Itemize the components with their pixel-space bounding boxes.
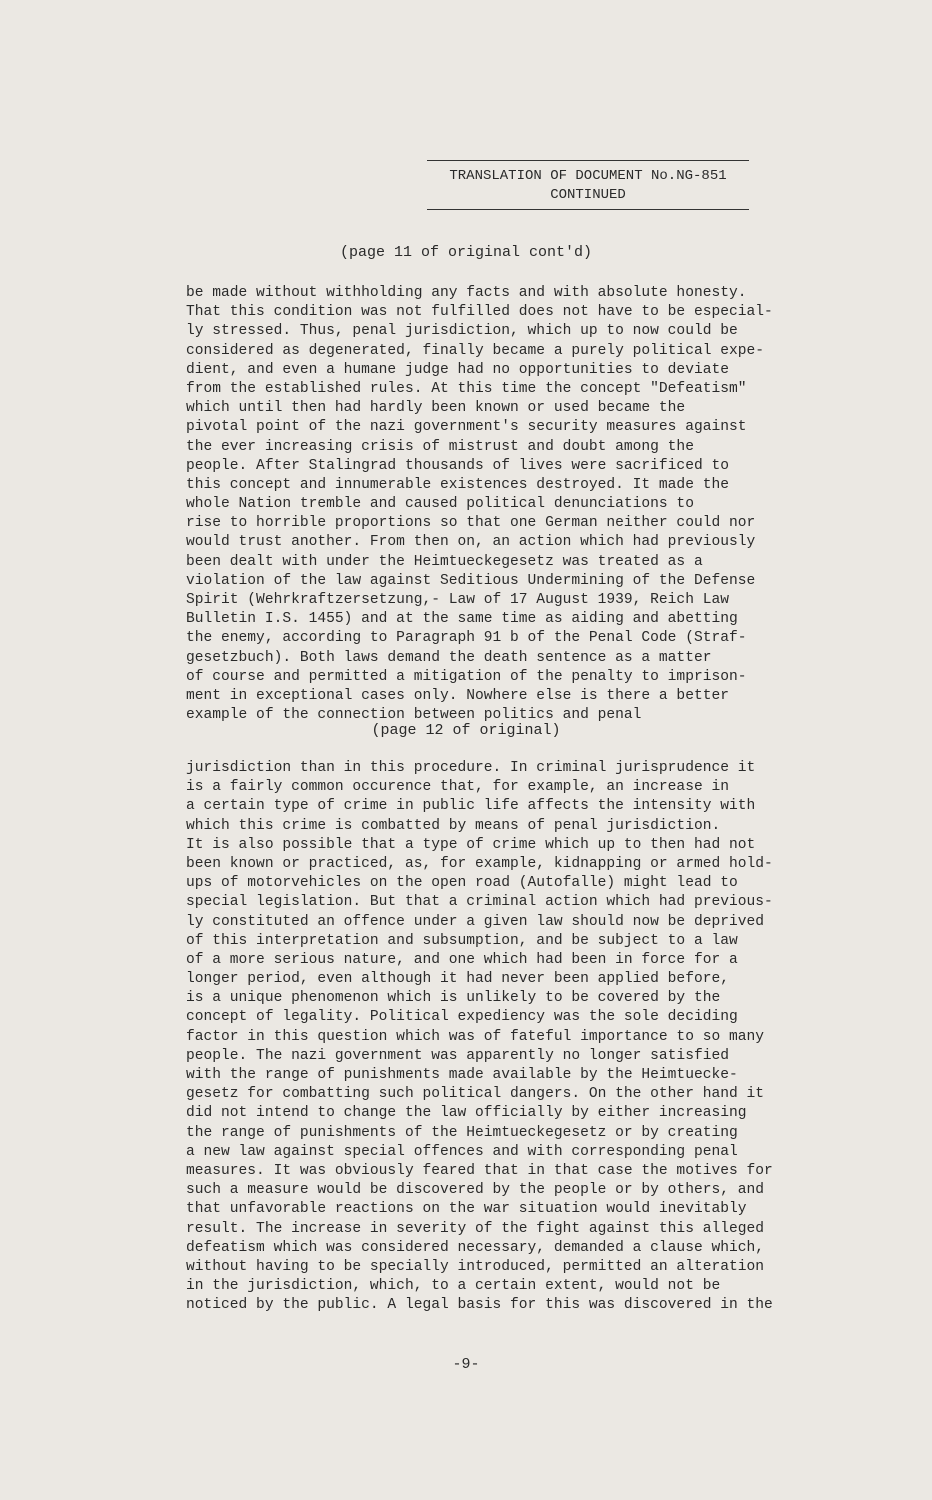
text-line: rise to horrible proportions so that one German neither could nor [186, 515, 756, 532]
text-line: Bulletin I.S. 1455) and at the same time as aiding and abetting [186, 611, 738, 628]
text-line: noticed by the public. A legal basis for this was discovered in the [186, 1297, 773, 1314]
header-continued: CONTINUED [550, 187, 626, 203]
text-line: ly constituted an offence under a given law should now be deprived [186, 913, 765, 930]
text-line: the enemy, according to Paragraph 91 b of the Penal Code (Straf- [186, 630, 747, 647]
text-line: the ever increasing crisis of mistrust and doubt among the [186, 438, 694, 455]
text-line: been known or practiced, as, for example, kidnapping or armed hold- [186, 855, 773, 872]
text-line: dient, and even a humane judge had no opportunities to deviate [186, 361, 729, 378]
page-number: -9- [452, 1356, 480, 1373]
text-line: without having to be specially introduced, permitted an alteration [186, 1258, 765, 1275]
text-line: factor in this question which was of fateful importance to so many [186, 1028, 765, 1045]
text-line: violation of the law against Seditious Undermining of the Defense [186, 572, 756, 589]
text-line: people. After Stalingrad thousands of lives were sacrificed to [186, 457, 729, 474]
text-line: is a fairly common occurence that, for example, an increase in [186, 779, 729, 796]
text-line: ly stressed. Thus, penal jurisdiction, which up to now could be [186, 323, 738, 340]
text-line: special legislation. But that a criminal action which had previous- [186, 894, 773, 911]
text-line: result. The increase in severity of the fight against this alleged [186, 1220, 765, 1237]
text-line: is a unique phenomenon which is unlikely to be covered by the [186, 990, 721, 1007]
text-line: considered as degenerated, finally became a purely political expe- [186, 342, 765, 359]
text-line: a new law against special offences and with corresponding penal [186, 1143, 738, 1160]
text-line: from the established rules. At this time the concept "Defeatism" [186, 380, 747, 397]
paragraph-2 [186, 759, 846, 1315]
document-header [427, 160, 749, 210]
text-line: such a measure would be discovered by the people or by others, and [186, 1182, 765, 1199]
text-line: this concept and innumerable existences destroyed. It made the [186, 476, 729, 493]
text-line: people. The nazi government was apparently no longer satisfied [186, 1047, 729, 1064]
text-line: gesetzbuch). Both laws demand the death sentence as a matter [186, 649, 712, 666]
page-note-original-12: (page 12 of original) [371, 722, 561, 739]
text-line: gesetz for combatting such political dangers. On the other hand it [186, 1086, 765, 1103]
text-line: ment in exceptional cases only. Nowhere else is there a better [186, 687, 729, 704]
text-line: did not intend to change the law officially by either increasing [186, 1105, 747, 1122]
text-line: been dealt with under the Heimtueckegesetz was treated as a [186, 553, 703, 570]
text-line: pivotal point of the nazi government's security measures against [186, 419, 747, 436]
text-line: jurisdiction than in this procedure. In criminal jurisprudence it [186, 760, 756, 776]
text-line: of a more serious nature, and one which had been in force for a [186, 951, 738, 968]
text-line: It is also possible that a type of crime which up to then had not [186, 836, 756, 853]
header-title: TRANSLATION OF DOCUMENT No.NG-851 [449, 168, 727, 184]
text-line: that unfavorable reactions on the war situation would inevitably [186, 1201, 747, 1218]
text-line: ups of motorvehicles on the open road (Autofalle) might lead to [186, 875, 738, 892]
text-line: example of the connection between politics and penal [186, 707, 642, 724]
text-line: be made without withholding any facts and with absolute honesty. [186, 285, 747, 301]
text-line: a certain type of crime in public life affects the intensity with [186, 798, 756, 815]
text-line: longer period, even although it had never been applied before, [186, 971, 729, 988]
page-note-original-11: (page 11 of original cont'd) [339, 244, 593, 261]
text-line: That this condition was not fulfilled does not have to be especial- [186, 304, 773, 321]
text-line: of this interpretation and subsumption, and be subject to a law [186, 932, 738, 949]
text-line: measures. It was obviously feared that in that case the motives for [186, 1162, 773, 1179]
text-line: whole Nation tremble and caused political denunciations to [186, 496, 694, 513]
text-line: concept of legality. Political expediency was the sole deciding [186, 1009, 738, 1026]
text-line: in the jurisdiction, which, to a certain extent, would not be [186, 1278, 721, 1295]
text-line: would trust another. From then on, an action which had previously [186, 534, 756, 551]
text-line: which until then had hardly been known or used became the [186, 400, 686, 417]
paragraph-1 [186, 284, 846, 725]
text-line: defeatism which was considered necessary, demanded a clause which, [186, 1239, 765, 1256]
text-line: the range of punishments of the Heimtueckegesetz or by creating [186, 1124, 738, 1141]
text-line: which this crime is combatted by means of penal jurisdiction. [186, 817, 721, 834]
text-line: of course and permitted a mitigation of the penalty to imprison- [186, 668, 747, 685]
text-line: Spirit (Wehrkraftzersetzung,- Law of 17 August 1939, Reich Law [186, 592, 729, 608]
text-line: with the range of punishments made available by the Heimtuecke- [186, 1067, 738, 1083]
